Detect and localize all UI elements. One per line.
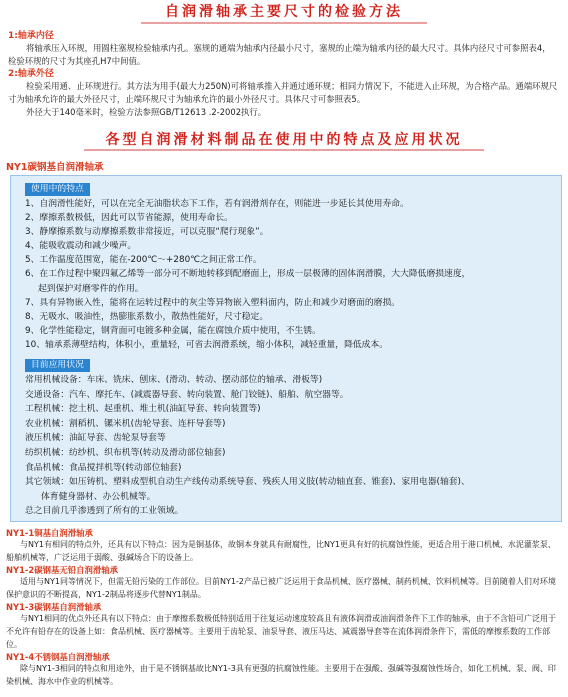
variant-title: NY1-3碳钢基自润滑轴承 [6, 602, 102, 613]
ny1-title: NY1碳钢基自润滑轴承 [6, 162, 104, 173]
application-item: 纺织机械：纺纱机、织布机等(转动及滑动部位轴套) [25, 448, 226, 458]
application-item: 液压机械：油缸导套、齿轮泵导套等 [25, 433, 166, 444]
variant-description: 与NY1相同的优点外还具有以下特点：由于摩擦系数极低特别适用于往复运动速度较高且有液体润滑或油润滑条件下工作的轴承，由于不含铅可广泛用于不允许有铅存在的设备上如：食品机械、医疗器械等。主要用于齿轮泵、油泵导套、液压马达、减震器导套等在流体润滑条件下，需低的摩擦系数的工作部位。 [6, 614, 556, 649]
feature-item: 6、在工作过程中聚四氟乙烯等一部分可不断地转移到配磨面上，形成一层极薄的固体润滑膜，大大降低磨损速度， [25, 269, 471, 280]
application-item: 总之目前几乎渗透到了所有的工业领域。 [25, 506, 184, 517]
title-banner-inspection: 自润滑轴承主要尺寸的检验方法 [141, 0, 427, 24]
inner-diameter-text: 将轴承压入环规，用圆柱塞规检验轴承内孔。塞规的通端为轴承内径最小尺寸，塞规的止端为轴承内径的最大尺寸。具体内径尺寸可参照表4，检验环规的尺寸为其座孔H7中间值。 [8, 43, 551, 66]
feature-item: 2、摩擦系数极低，因此可以节省能源，使用寿命长。 [25, 213, 233, 224]
features-list [25, 197, 555, 352]
variant-title: NY1-4不锈钢基自润滑轴承 [6, 652, 110, 663]
inner-diameter-heading: 1:轴承内径 [8, 31, 54, 41]
feature-item: 9、化学性能稳定，钢背面可电镀多种金属，能在腐蚀介质中使用，不生锈。 [25, 325, 321, 336]
feature-item: 7、具有异物嵌入性，能将在运转过程中的灰尘等异物嵌入塑料面内，防止和减少对磨面的磨损。 [25, 297, 401, 308]
features-label: 使用中的特点 [25, 183, 90, 196]
feature-item: 3、静摩擦系数与动摩擦系数非常接近，可以克服“爬行现象”。 [25, 227, 269, 238]
variant-title: NY1-2碳钢基无铅自润滑轴承 [6, 565, 118, 576]
feature-item: 10、轴承系薄壁结构，体积小，重量轻，可省去润滑系统，缩小体积，减轻重量，降低成本。 [25, 339, 389, 350]
variant-description: 与NY1有相同的特点外，还具有以下特点：因为是铜基体，故铜本身就具有耐腐性，比NY1更具有好的抗腐蚀性能，更适合用于港口机械、水泥灌浆泵、船舶机械等，广泛运用于弱酸、强碱场合下的设备上。 [6, 539, 556, 562]
feature-item: 8、无吸水、吸油性，热膨胀系数小，散热性能好，尺寸稳定。 [25, 311, 269, 322]
application-item: 交通设备：汽车、摩托车、(减震器导套、转向装置、舱门铰链)、船舶、航空器等。 [25, 389, 349, 400]
variant-sections [0, 522, 568, 688]
feature-item: 起到保护对磨零件的作用。 [38, 283, 144, 294]
outer-diameter-note: 外径大于140毫米时，检验方法参照GB/T12613 .2-2002执行。 [26, 107, 267, 117]
variant-description: 除与NY1-3相同的特点和用途外，由于是不锈钢基故比NY1-3具有更强的抗腐蚀性能。主要用于在强酸、强碱等强腐蚀性场合，如化工机械、泵、阀、印染机械、海水中作业的机械等。 [6, 664, 556, 686]
application-item: 农业机械：割稻机、镙米机(齿轮导套、连杆导套等) [25, 418, 226, 429]
variant-description: 适用与NY1同等情况下，但需无铅污染的工作部位。目前NY1-2产品已被广泛运用于食品机械、医疗器械、制药机械、饮料机械等。目前随着人们对环境保护意识的不断提高，NY1-2制品将逐步代替NY1制品。 [6, 577, 556, 599]
application-item: 常用机械设备：车床、铣床、刨床、(滑动、转动、摆动部位的轴承、滑板等) [25, 375, 323, 386]
applications-list [25, 373, 555, 519]
feature-item: 1、自润滑性能好，可以在完全无油脂状态下工作，若有润滑剂存在，则能进一步延长其使用寿命。 [25, 199, 409, 209]
ny1-usage-box [10, 175, 562, 522]
ny1-section [6, 161, 562, 522]
application-item: 其它领域：如压铸机、塑料成型机自动生产线传动系统导套、残疾人用义肢(转动轴直套、锥套)、家用电器(轴套)、 [25, 477, 470, 488]
application-item: 体育健身器材、办公机械等。 [41, 491, 156, 502]
inspection-section [0, 24, 568, 119]
title-banner-materials: 各型自润滑材料制品在使用中的特点及应用状况 [84, 131, 484, 151]
feature-item: 4、能吸收震动和减少噪声。 [25, 241, 137, 252]
feature-item: 5、工作温度范围宽，能在-200℃～+280℃之间正常工作。 [25, 255, 262, 266]
application-item: 工程机械：挖土机、起重机、堆土机(油缸导套、转向装置等) [25, 404, 261, 415]
variant-title: NY1-1铜基自润滑轴承 [6, 527, 93, 538]
application-item: 食品机械：食品搅拌机等(转动部位轴套) [25, 462, 182, 473]
outer-diameter-text: 检验采用通、止环规进行。其方法为用手(最大力250N)可将轴承推入并通过通环规；相同力情况下，不能进入止环规，为合格产品。通端环规尺寸为轴承允许的最大外径尺寸，止端环规尺寸为轴承允许的最小外径尺寸。具体尺寸可参照表5。 [8, 81, 558, 104]
applications-label: 目前应用状况 [25, 359, 90, 372]
outer-diameter-heading: 2:轴承外径 [8, 69, 54, 79]
